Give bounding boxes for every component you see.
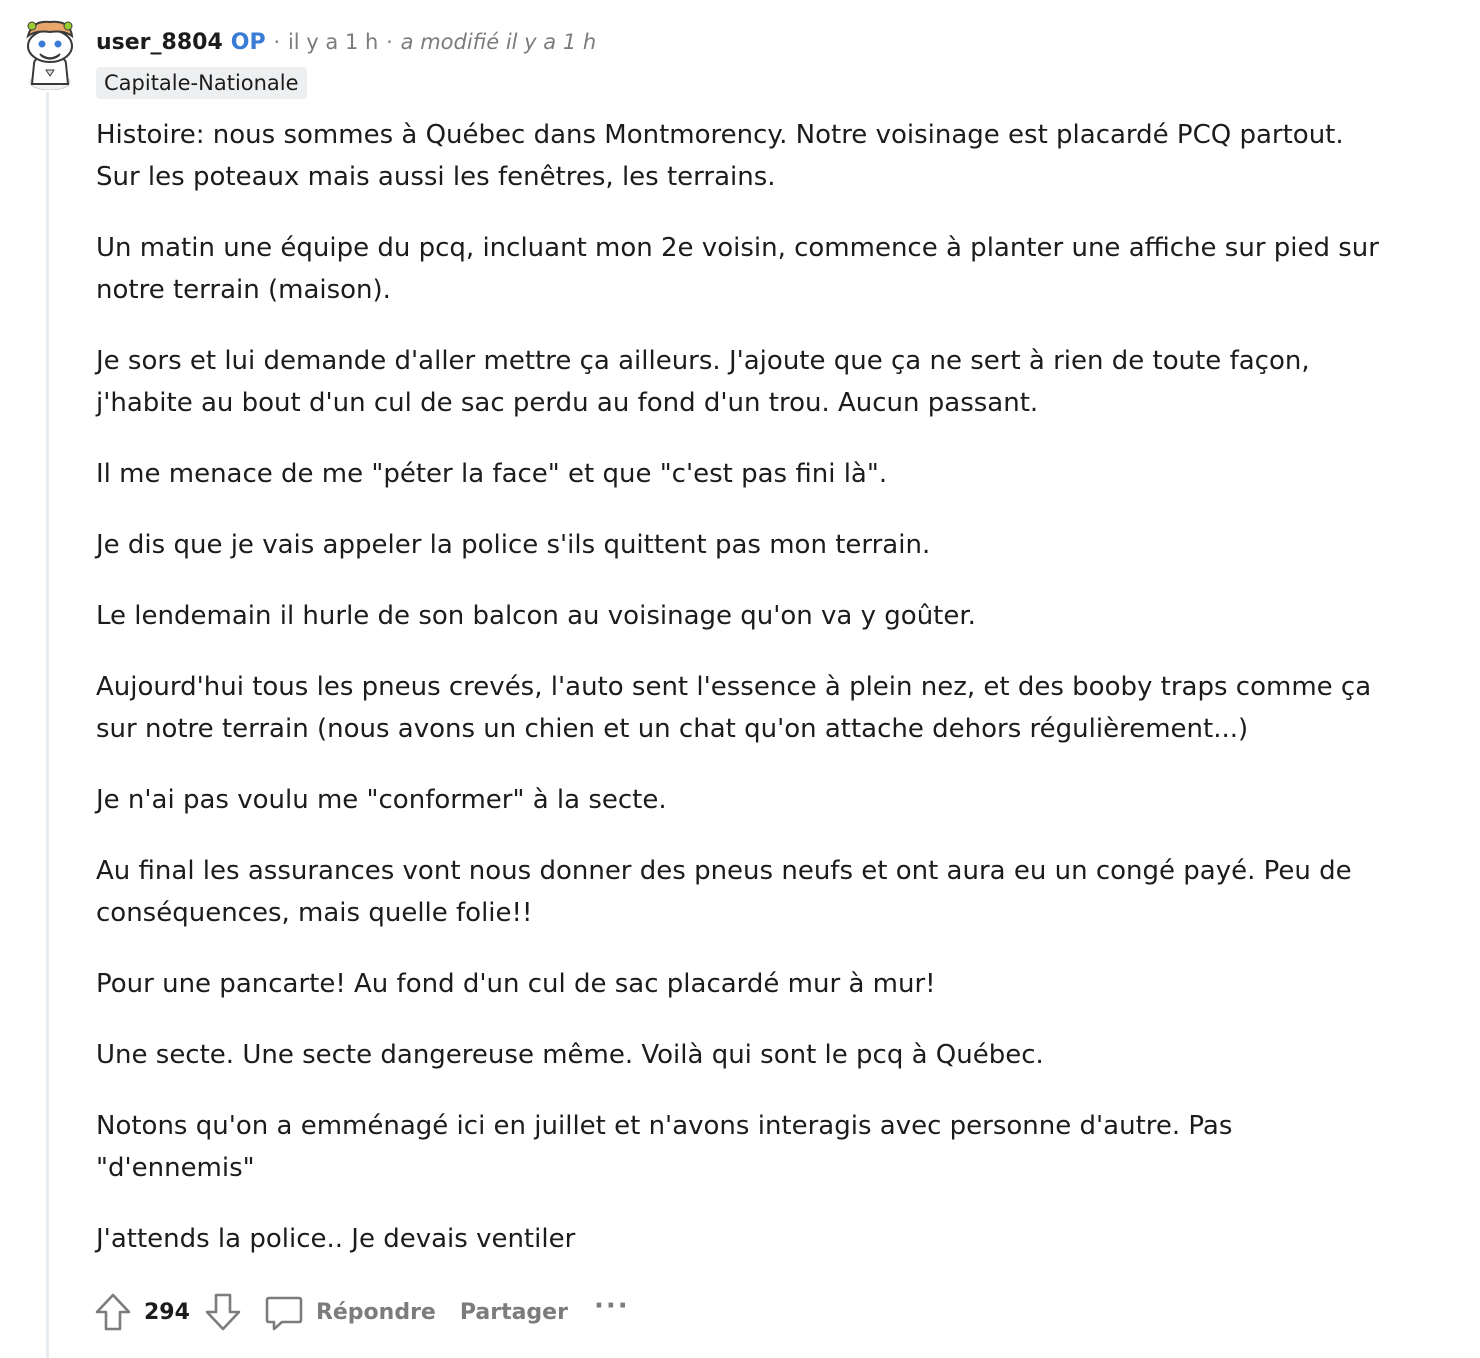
comment-paragraph: Un matin une équipe du pcq, incluant mon 2e voisin, commence à planter une affiche sur pied sur notre terrain (maison). xyxy=(96,233,1379,305)
comment-header xyxy=(96,26,596,58)
reply-button[interactable] xyxy=(264,1292,436,1332)
comment-paragraph: Aujourd'hui tous les pneus crevés, l'auto sent l'essence à plein nez, et des booby traps comme ça sur notre terrain (nous avons un chien et un chat qu'on attache dehors régulièrement...) xyxy=(96,672,1372,744)
share-button[interactable]: Partager xyxy=(459,1299,568,1325)
avatar[interactable] xyxy=(20,14,80,90)
comment-bubble-icon xyxy=(264,1292,304,1332)
downvote-button[interactable] xyxy=(202,1290,244,1334)
comment-paragraph: Je sors et lui demande d'aller mettre ça ailleurs. J'ajoute que ça ne sert à rien de toute façon, j'habite au bout d'un cul de sac perdu au fond d'un trou. Aucun passant. xyxy=(96,346,1310,418)
upvote-arrow-icon xyxy=(94,1292,132,1332)
comment-actions xyxy=(92,1286,630,1338)
edited-timestamp: a modifié il y a 1 h xyxy=(400,30,597,54)
comment-paragraph: Le lendemain il hurle de son balcon au voisinage qu'on va y goûter. xyxy=(96,601,976,631)
comment-paragraph: Au final les assurances vont nous donner des pneus neufs et ont aura eu un congé payé. Peu de conséquences, mais quelle folie!! xyxy=(96,856,1352,928)
comment-paragraph: Il me menace de me "péter la face" et que "c'est pas fini là". xyxy=(96,459,888,489)
upvote-button[interactable] xyxy=(92,1290,134,1334)
comment-paragraph: Je dis que je vais appeler la police s'ils quittent pas mon terrain. xyxy=(96,530,931,560)
vote-score: 294 xyxy=(144,1299,190,1325)
more-options-button[interactable]: ··· xyxy=(593,1291,630,1321)
comment-paragraph: Je n'ai pas voulu me "conformer" à la secte. xyxy=(96,785,667,815)
reply-label: Répondre xyxy=(315,1299,436,1325)
downvote-arrow-icon xyxy=(204,1292,242,1332)
separator-dot: · xyxy=(273,30,280,54)
comment-paragraph: Une secte. Une secte dangereuse même. Voilà qui sont le pcq à Québec. xyxy=(96,1040,1044,1070)
op-badge: OP xyxy=(230,29,266,55)
user-flair: Capitale-Nationale xyxy=(96,67,307,99)
comment-body xyxy=(96,114,1386,1289)
username-link[interactable]: user_8804 xyxy=(96,29,223,55)
timestamp-link[interactable]: il y a 1 h xyxy=(287,30,379,54)
comment-paragraph: J'attends la police.. Je devais ventiler xyxy=(96,1224,576,1254)
comment-paragraph: Notons qu'on a emménagé ici en juillet et n'avons interagis avec personne d'autre. Pas "d'ennemis" xyxy=(96,1111,1233,1183)
comment-paragraph: Histoire: nous sommes à Québec dans Montmorency. Notre voisinage est placardé PCQ partout. Sur les poteaux mais aussi les fenêtres, les terrains. xyxy=(96,120,1344,192)
separator-dot: · xyxy=(386,30,393,54)
thread-line[interactable] xyxy=(46,92,49,1358)
comment-paragraph: Pour une pancarte! Au fond d'un cul de sac placardé mur à mur! xyxy=(96,969,936,999)
avatar-icon xyxy=(20,14,80,90)
